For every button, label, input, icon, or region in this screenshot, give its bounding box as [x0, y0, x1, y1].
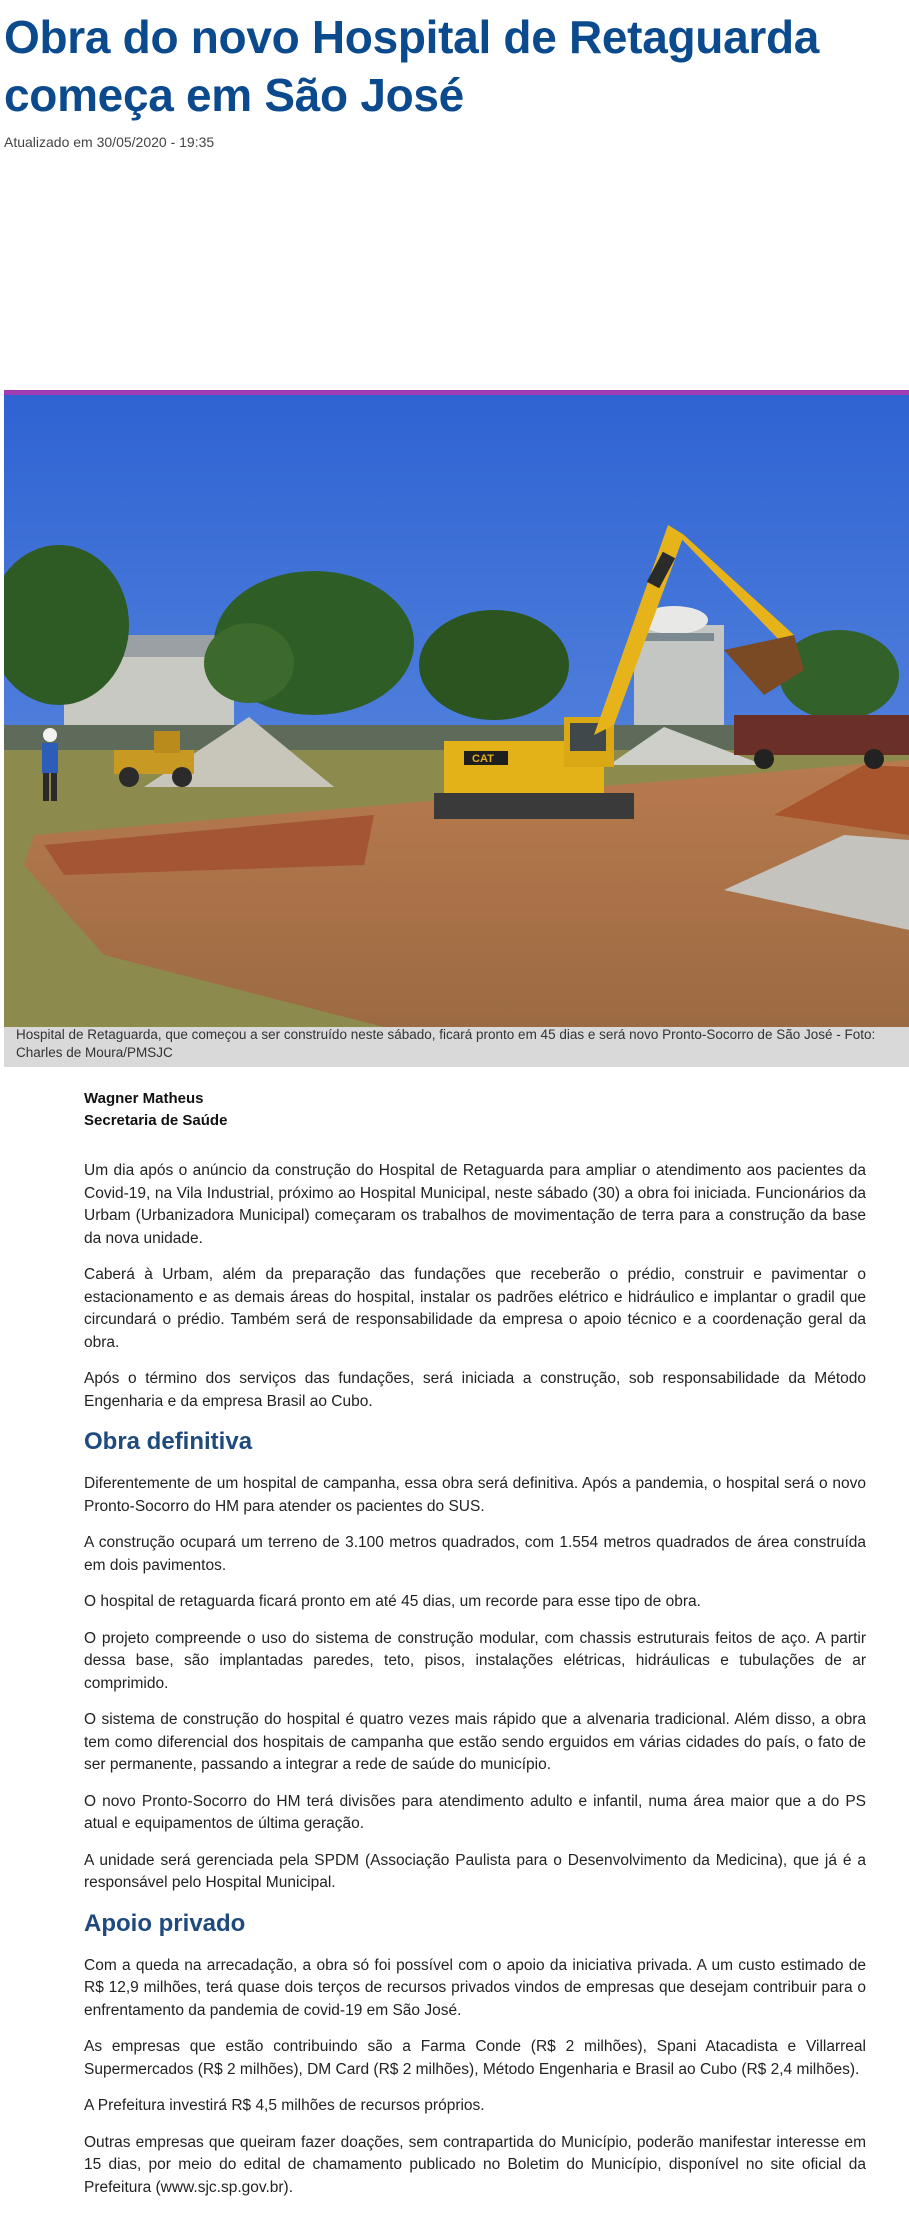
section-heading-apoio-privado: Apoio privado: [84, 1909, 246, 1937]
paragraph: A unidade será gerenciada pela SPDM (Associação Paulista para o Desenvolvimento da Medicina), que já é a responsável pelo Hospital Municipal.: [84, 1851, 866, 1891]
paragraph: Caberá à Urbam, além da preparação das fundações que receberão o prédio, construir e pavimentar o estacionamento e as demais áreas do hospital, instalar os padrões elétrico e hidráulico e implantar o gradil que circundará o prédio. Também será de responsabilidade da empresa o apoio técnico e a coordenação geral da obra.: [84, 1266, 866, 1351]
svg-text:CAT: CAT: [472, 753, 494, 765]
paragraph: Um dia após o anúncio da construção do Hospital de Retaguarda para ampliar o atendimento aos pacientes da Covid-19, na Vila Industrial, próximo ao Hospital Municipal, neste sábado (30) a obra foi iniciada. Funcionários da Urbam (Urbanizadora Municipal) começaram os trabalhos de movimentação de terra para a construção da base da nova unidade.: [84, 1162, 866, 1247]
author-name: Wagner Matheus: [84, 1090, 204, 1107]
paragraph: A Prefeitura investirá R$ 4,5 milhões de recursos próprios.: [84, 2097, 485, 2114]
paragraph: Outras empresas que queiram fazer doações, sem contrapartida do Município, poderão manifestar interesse em 15 dias, por meio do edital de chamamento publicado no Boletim do Município, disponível no site oficial da Prefeitura (www.sjc.sp.gov.br).: [84, 2133, 866, 2196]
article-photo[interactable]: [4, 390, 909, 1067]
paragraph: O novo Pronto-Socorro do HM terá divisões para atendimento adulto e infantil, numa área maior que a do PS atual e equipamentos de última geração.: [84, 1792, 866, 1832]
paragraph: Após o término dos serviços das fundações, será iniciada a construção, sob responsabilidade da Método Engenharia e da empresa Brasil ao Cubo.: [84, 1370, 866, 1410]
photo-caption: Hospital de Retaguarda, que começou a ser construído neste sábado, ficará pronto em 45 dias e será novo Pronto-Socorro de São José - Foto: Charles de Moura/PMSJC: [16, 1027, 876, 1060]
author-department: Secretaria de Saúde: [84, 1112, 228, 1129]
paragraph: Com a queda na arrecadação, a obra só foi possível com o apoio da iniciativa privada. A um custo estimado de R$ 12,9 milhões, terá quase dois terços de recursos privados vindos de empresas que desejam contribuir para o enfrentamento da pandemia de covid-19 em São José.: [84, 1956, 866, 2019]
paragraph: Diferentemente de um hospital de campanha, essa obra será definitiva. Após a pandemia, o hospital será o novo Pronto-Socorro do HM para atender os pacientes do SUS.: [84, 1475, 866, 1515]
updated-timestamp: Atualizado em 30/05/2020 - 19:35: [4, 134, 215, 150]
paragraph: O hospital de retaguarda ficará pronto em até 45 dias, um recorde para esse tipo de obra.: [84, 1593, 701, 1610]
article-title: Obra do novo Hospital de Retaguarda começa em São José: [4, 11, 820, 121]
construction-site-photo: [4, 395, 909, 1027]
paragraph: As empresas que estão contribuindo são a Farma Conde (R$ 2 milhões), Spani Atacadista e Villarreal Supermercados (R$ 2 milhões), DM Card (R$ 2 milhões), Método Engenharia e Brasil ao Cubo (R$ 2,4 milhões).: [84, 2038, 866, 2078]
section-heading-obra-definitiva: Obra definitiva: [84, 1428, 253, 1455]
paragraph: O sistema de construção do hospital é quatro vezes mais rápido que a alvenaria tradicional. Além disso, a obra tem como diferencial dos hospitais de campanha que estão sendo erguidos em várias cidades do país, o fato de ser permanente, passando a integrar a rede de saúde do município.: [84, 1711, 866, 1773]
article-body: [84, 1088, 866, 2213]
paragraph: O projeto compreende o uso do sistema de construção modular, com chassis estruturais feitos de aço. A partir dessa base, são implantadas paredes, teto, pisos, instalações elétricas, hidráulicas e tubulações de ar comprimido.: [84, 1629, 866, 1692]
byline: [84, 1088, 866, 1132]
paragraph: A construção ocupará um terreno de 3.100 metros quadrados, com 1.554 metros quadrados de área construída em dois pavimentos.: [84, 1534, 866, 1574]
